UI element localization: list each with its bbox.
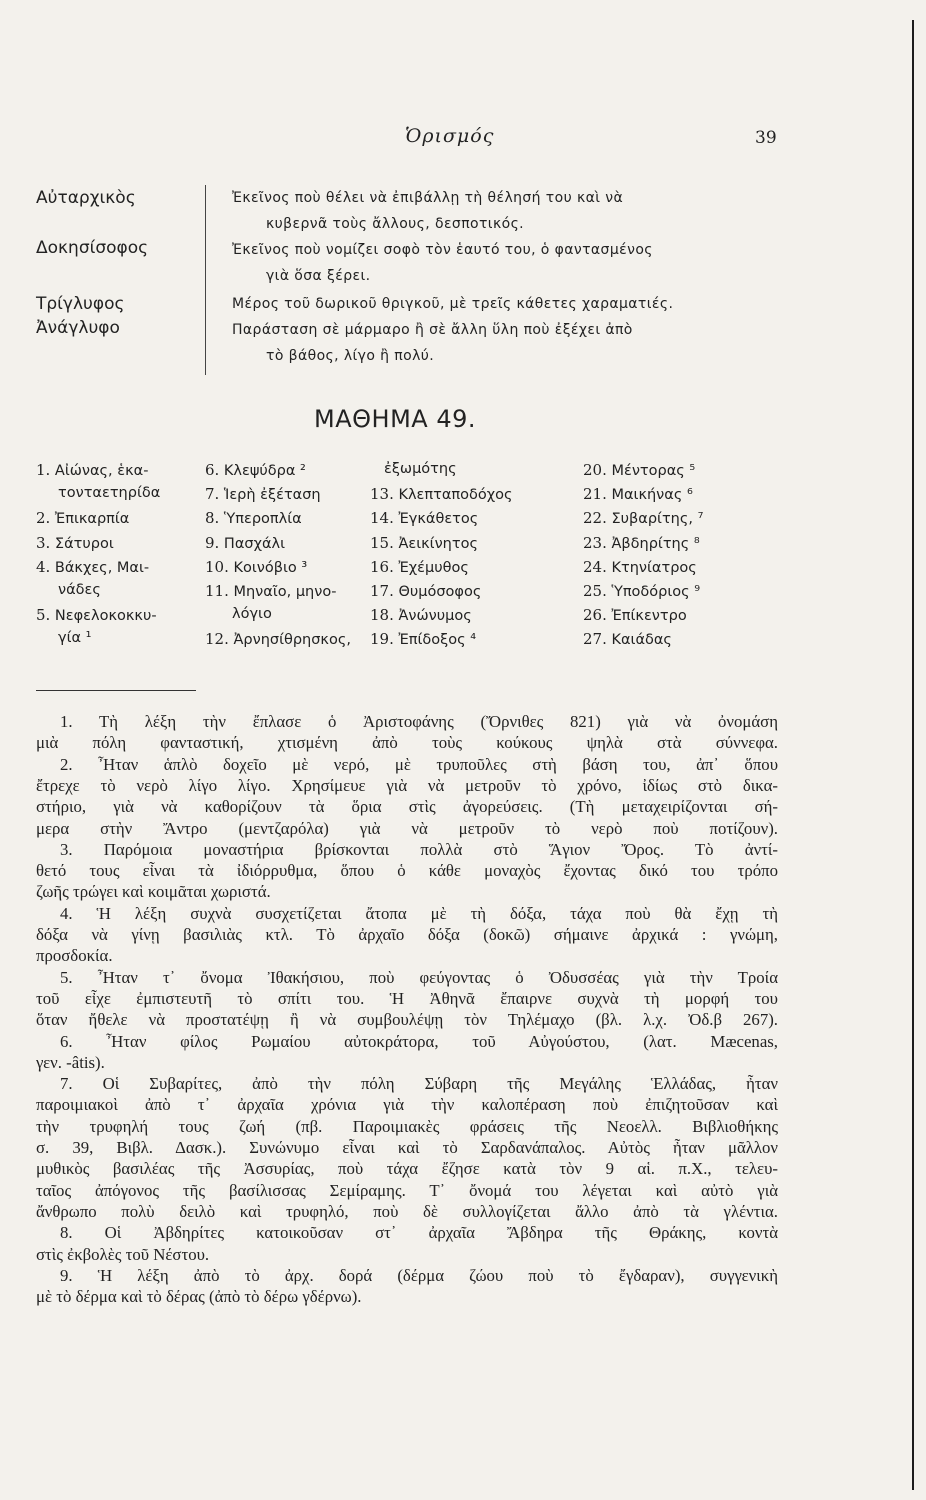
lesson-word-number: 1. [36,461,51,479]
footnote-line: στὶς ἐκβολὲς τοῦ Νέστου. [36,1244,210,1264]
footnote-line: 4. Ἡ λέξη συχνὰ συσχετίζεται ἄτοπα μὲ τὴ δόξα, τάχα ποὺ θὰ ἔχῃ τὴ [60,903,778,923]
lesson-word-text: Συβαρίτης, ⁷ [611,511,704,528]
lesson-word-item [583,534,700,552]
lesson-word-item [58,485,160,501]
vocab-term: Αὐταρχικὸς [36,188,136,208]
lesson-word-text: Ἐπίδοξος ⁴ [398,632,477,649]
lesson-word-item [36,534,114,552]
footnote-line: 6. Ἦταν φίλος Ρωμαίου αὐτοκράτορα, τοῦ Αὐγούστου, (λατ. Mæcenas, [60,1031,778,1051]
lesson-word-text: γία ¹ [58,630,92,647]
lesson-word-text: ἐξωμότης [384,461,457,477]
lesson-word-item [205,558,307,576]
lesson-word-number: 23. [583,533,607,552]
lesson-word-text: Αἰώνας, ἑκα- [54,463,149,479]
lesson-word-item [36,558,149,576]
footnote-line: 7. Οἱ Συβαρίτες, ἀπὸ τὴν πόλη Σύβαρη τῆς Μεγάλης Ἑλλάδας, ἦταν [60,1074,778,1094]
footnote-line: ὅταν ἤθελε νὰ προστατέψῃ ἢ νὰ συμβουλέψῃ τὸν Τηλέμαχο (βλ. λ.χ. Ὀδ.β 267). [36,1010,778,1030]
footnote-line: 5. Ἦταν τ᾽ ὄνομα Ἰθακήσιου, ποὺ φεύγοντας ὁ Ὀδυσσέας γιὰ τὴν Τροία [60,967,778,987]
footnote-line: παροιμιακοὶ ἀπὸ τ᾽ ἀρχαῖα χρόνια γιὰ τὴν καλοπέραση ποὺ ἐπιζητοῦσαν καὶ [36,1095,778,1115]
lesson-word-text: Βάκχες, Μαι- [54,559,150,576]
vocab-term: Τρίγλυφος [36,294,125,314]
lesson-word-item [58,630,91,646]
lesson-word-number: 16. [370,557,394,576]
lesson-word-item [58,582,101,598]
lesson-word-number: 7. [205,485,220,504]
lesson-word-item [384,461,457,477]
vocab-definition-line: Ἐκεῖνος ποὺ θέλει νὰ ἐπιβάλλῃ τὴ θέλησή του καὶ νὰ [232,190,624,206]
footnote-line: τοῦ εἶχε ἐμπιστευτῆ τὸ σπίτι του. Ἡ Ἀθηνᾶ ἔπαιρνε συχνὰ τὴ μορφή του [36,988,778,1008]
lesson-word-number: 25. [583,582,607,600]
lesson-word-text: Κλεψύδρα ² [223,463,306,479]
lesson-word-text: Σάτυροι [54,535,114,552]
lesson-word-text: Θυμόσοφος [398,584,482,600]
lesson-word-item [583,630,672,648]
footnote-line: τὴν τρυφηλή τους ζωή (πβ. Παροιμιακὲς φράσεις τῆς Νεοελλ. Βιβλιοθήκης [36,1116,778,1136]
footnote-line: θετό τους εἶναι τὰ ἰδιόρρυθμα, ὅπου ὁ κάθε μοναχὸς ἔχοντας δικό του τρόπο [36,861,778,881]
footnote-line: μιὰ πόλη φανταστική, χτισμένη ἀπὸ τοὺς κούκους ψηλὰ στὰ σύννεφα. [36,733,778,753]
lesson-word-item [583,461,695,479]
lesson-word-item [583,558,697,576]
footnote-line: ταῖος ἀπόγονος τῆς βασίλισσας Σεμίραμης. Τ᾽ ὄνομά του λέγεται καὶ αὐτὸ γιὰ [36,1180,778,1200]
lesson-word-number: 4. [36,557,51,576]
lesson-word-text: Ἐχέμυθος [398,559,469,576]
footnote-line: μὲ τὸ δέρμα καὶ τὸ δέρας (ἀπὸ τὸ δέρω γδέρνω). [36,1287,362,1307]
lesson-word-number: 26. [583,606,607,625]
lesson-word-text: Ἀρνησίθρησκος, [233,632,351,649]
footnote-line: ἔτρεχε τὸ νερὸ λίγο λίγο. Χρησίμευε γιὰ νὰ μετροῦν τὸ χρόνο, ἰδίως στὸ δικα- [36,775,778,795]
lesson-word-text: τονταετηρίδα [58,485,161,502]
lesson-word-item [205,485,321,503]
lesson-word-item [205,461,306,479]
footnote-line: 3. Παρόμοια μοναστήρια βρίσκονται πολλὰ στὸ Ἅγιον Ὄρος. Τὸ ἀντί- [60,839,778,859]
lesson-word-text: Ἐπίκεντρο [611,608,687,625]
lesson-word-number: 14. [370,509,394,528]
running-header-title: Ὁρισμός [405,125,495,147]
lesson-word-text: Μαικήνας ⁶ [611,487,693,504]
footnote-line: γεν. -âtis). [36,1052,105,1072]
page-edge-line [912,20,914,1490]
footnote-line: 8. Οἱ Ἀβδηρίτες κατοικοῦσαν στ᾽ ἀρχαῖα Ἄβδηρα τῆς Θράκης, κοντὰ [60,1223,778,1243]
lesson-title: ΜΑΘΗΜΑ 49. [314,405,476,433]
lesson-word-item [583,606,687,624]
lesson-word-item [205,582,336,600]
lesson-word-number: 5. [36,606,51,625]
lesson-word-number: 11. [205,582,229,600]
lesson-word-text: Ἀεικίνητος [398,535,478,552]
lesson-word-number: 8. [205,509,220,528]
lesson-word-number: 22. [583,509,607,528]
lesson-word-number: 24. [583,557,607,576]
vocab-term: Ἀνάγλυφο [36,318,120,338]
lesson-word-item [583,582,700,600]
footnote-line: δόξα νὰ γίνῃ βασιλιὰς κτλ. Τὸ ἀρχαῖο δόξα (δοκῶ) σήμαινε ἀρχικά : γνώμη, [36,925,778,944]
lesson-word-item [370,558,469,576]
footnote-line: ἄνθρωπο πολὺ δειλὸ καὶ τρυφηλό, ποὺ δὲ συλλογίζεται ἄλλο ἀπὸ τὰ γλέντια. [36,1201,778,1221]
lesson-word-text: Πασχάλι [223,535,285,552]
lesson-word-item [370,630,476,648]
footnote-line: στήριο, γιὰ νὰ καθορίζουν τὰ ὅρια στὶς ἀγορεύσεις. (Τὴ μεταχειρίζονται σή- [36,797,778,817]
lesson-word-text: Κτηνίατρος [611,559,697,576]
lesson-word-text: λόγιο [232,606,272,623]
lesson-word-item [36,509,129,527]
lesson-word-text: Ὑποδόριος ⁹ [611,584,701,600]
footnote-line: μυθικὸς βασιλέας τῆς Ἀσσυρίας, ποὺ τάχα ἔζησε κατὰ τὸν 9 αἱ. π.Χ., τελευ- [36,1159,778,1179]
footnote-line: 9. Ἡ λέξη ἀπὸ τὸ ἀρχ. δορά (δέρμα ζώου ποὺ τὸ ἔγδαραν), συγγενικὴ [60,1265,778,1285]
vocab-definition-line: Παράσταση σὲ μάρμαρο ἢ σὲ ἄλλη ὕλη ποὺ ἐξέχει ἀπὸ [232,322,633,338]
lesson-word-number: 21. [583,485,607,504]
footnote-line: 1. Τὴ λέξη τὴν ἔπλασε ὁ Ἀριστοφάνης (Ὄρνιθες 821) γιὰ νὰ ὀνομάση [60,712,778,731]
lesson-word-item [370,582,481,600]
lesson-word-item [36,606,157,624]
lesson-word-number: 27. [583,630,607,649]
lesson-word-item [583,485,693,503]
lesson-word-item [232,606,272,622]
lesson-word-item [36,461,148,479]
lesson-word-item [205,630,351,648]
lesson-word-text: Μέντορας ⁵ [611,463,696,479]
lesson-word-number: 3. [36,533,51,552]
vocab-divider [205,185,206,375]
lesson-word-text: Μηναῖο, μηνο- [233,584,337,600]
lesson-word-text: Ἱερὴ ἐξέταση [223,487,321,504]
lesson-word-item [205,509,302,527]
lesson-word-item [370,606,472,624]
lesson-word-number: 13. [370,485,394,504]
footnote-line: μερα στὴν Ἄντρο (μεντζαρόλα) γιὰ νὰ μετροῦν τὸ νερὸ ποὺ ποτίζουν). [36,818,778,838]
vocab-definition-line: τὸ βάθος, λίγο ἢ πολύ. [266,348,435,364]
page-number: 39 [755,128,777,148]
lesson-word-text: Κλεπταποδόχος [398,487,513,504]
lesson-word-number: 12. [205,630,229,649]
lesson-word-number: 2. [36,509,51,528]
lesson-word-item [205,534,285,552]
vocab-definition-line: γιὰ ὅσα ξέρει. [266,268,371,284]
footnote-line: 2. Ἦταν ἁπλὸ δοχεῖο μὲ νερό, μὲ τρυποῦλες στὴ βάση του, ἀπ᾽ ὅπου [60,754,778,774]
lesson-word-number: 17. [370,582,394,600]
lesson-word-number: 6. [205,461,220,479]
vocab-definition-line: Ἐκεῖνος ποὺ νομίζει σοφὸ τὸν ἑαυτό του, ὁ φαντασμένος [232,242,653,258]
vocab-definition-line: Μέρος τοῦ δωρικοῦ θριγκοῦ, μὲ τρεῖς κάθετες χαραματιές. [232,296,674,312]
lesson-word-number: 9. [205,533,220,552]
lesson-word-text: Ἀνώνυμος [398,608,472,625]
lesson-word-number: 10. [205,557,229,576]
lesson-word-number: 19. [370,630,394,649]
lesson-word-text: Καιάδας [611,632,672,649]
footnote-line: προσδοκία. [36,946,113,966]
footnote-line: σ. 39, Βιβλ. Δασκ.). Συνώνυμο εἶναι καὶ τὸ Σαρδανάπαλος. Αὐτὸς ἦταν μᾶλλον [36,1138,778,1157]
lesson-word-item [370,485,513,503]
lesson-word-number: 20. [583,461,607,479]
lesson-word-item [370,534,478,552]
lesson-word-text: Κοινόβιο ³ [233,559,308,576]
footnote-divider [36,690,196,691]
vocab-definition-line: κυβερνᾶ τοὺς ἄλλους, δεσποτικός. [266,216,525,232]
lesson-word-text: Ἀβδηρίτης ⁸ [611,535,700,552]
lesson-word-item [583,509,703,527]
lesson-word-number: 15. [370,533,394,552]
lesson-word-text: Ὑπεροπλία [223,511,302,528]
lesson-word-number: 18. [370,606,394,625]
lesson-word-text: νάδες [58,582,101,598]
vocab-term: Δοκησίσοφος [36,238,149,258]
lesson-word-text: Νεφελοκοκκυ- [54,608,157,625]
lesson-word-item [370,509,478,527]
footnote-line: ζωῆς τρώγει καὶ κοιμᾶται χωριστά. [36,882,271,902]
lesson-word-text: Ἐγκάθετος [398,511,479,528]
lesson-word-text: Ἐπικαρπία [54,511,130,528]
